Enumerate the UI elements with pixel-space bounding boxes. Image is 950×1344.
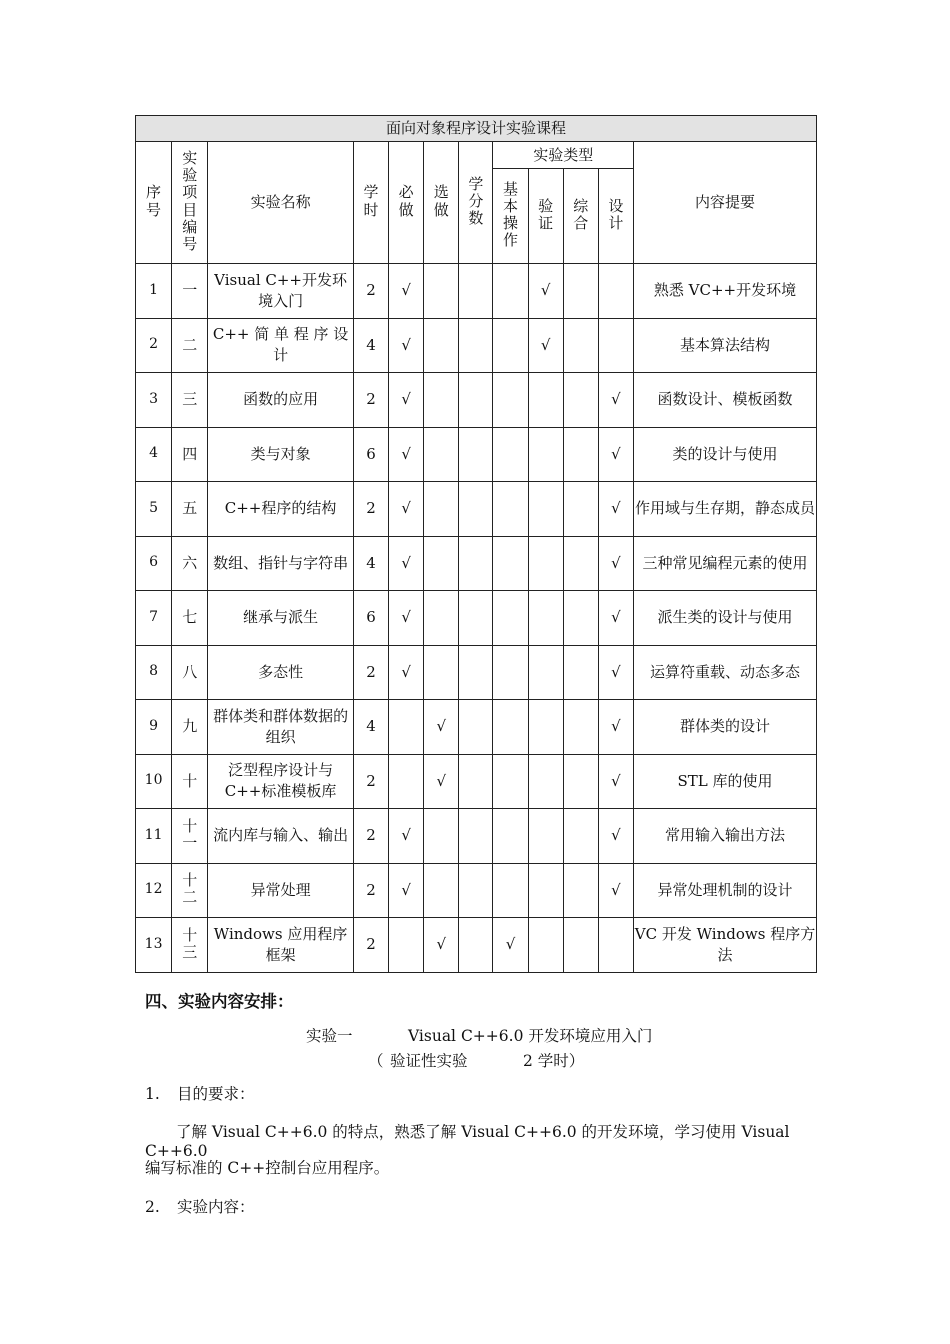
cell-credits [459, 645, 493, 700]
cell-optional [424, 264, 459, 319]
cell-credits [459, 809, 493, 864]
cell-optional [424, 809, 459, 864]
cell-type-verify [528, 373, 563, 428]
paragraph-line-1: 了解 Visual C++6.0 的特点，熟悉了解 Visual C++6.0 的开发环境，学习使用 Visual C++6.0 [145, 1123, 790, 1160]
cell-required: √ [389, 863, 424, 918]
cell-seq: 6 [136, 536, 172, 591]
cell-required: √ [389, 809, 424, 864]
header-type-group: 实验类型 [493, 142, 634, 169]
cell-credits [459, 754, 493, 809]
cell-code: 十一 [172, 809, 208, 864]
cell-hours: 2 [353, 264, 388, 319]
cell-seq: 8 [136, 645, 172, 700]
table-row [136, 373, 817, 428]
cell-type-comprehensive [563, 427, 598, 482]
cell-name: Windows 应用程序框架 [208, 918, 354, 973]
cell-type-basic [493, 754, 528, 809]
cell-required: √ [389, 318, 424, 373]
cell-required [389, 700, 424, 755]
cell-required [389, 918, 424, 973]
cell-hours: 6 [353, 427, 388, 482]
cell-optional [424, 863, 459, 918]
cell-name: 函数的应用 [208, 373, 354, 428]
cell-summary: 常用输入输出方法 [634, 809, 817, 864]
cell-type-design: √ [598, 427, 633, 482]
experiment-type: 验证性实验 [390, 1052, 468, 1070]
item-label: 目的要求： [177, 1085, 255, 1103]
cell-type-basic [493, 645, 528, 700]
table-row [136, 700, 817, 755]
experiment-hours: 2 学时） [523, 1052, 585, 1070]
cell-code: 八 [172, 645, 208, 700]
item-content [145, 1195, 255, 1217]
cell-type-basic: √ [493, 918, 528, 973]
cell-code: 十三 [172, 918, 208, 973]
header-type-design: 设计 [598, 169, 633, 264]
cell-type-basic [493, 809, 528, 864]
cell-type-design: √ [598, 591, 633, 646]
cell-hours: 2 [353, 482, 388, 537]
course-table [135, 115, 817, 973]
table-row [136, 536, 817, 591]
cell-seq: 2 [136, 318, 172, 373]
cell-type-verify: √ [528, 318, 563, 373]
cell-type-basic [493, 591, 528, 646]
cell-code: 一 [172, 264, 208, 319]
table-row [136, 809, 817, 864]
cell-name: 流内库与输入、输出 [208, 809, 354, 864]
cell-name: Visual C++开发环境入门 [208, 264, 354, 319]
cell-code: 七 [172, 591, 208, 646]
header-hours: 学时 [353, 142, 388, 264]
cell-type-comprehensive [563, 809, 598, 864]
cell-code: 四 [172, 427, 208, 482]
cell-seq: 12 [136, 863, 172, 918]
cell-hours: 2 [353, 645, 388, 700]
cell-required: √ [389, 373, 424, 428]
cell-seq: 3 [136, 373, 172, 428]
cell-type-basic [493, 863, 528, 918]
item-label: 实验内容： [177, 1198, 255, 1216]
cell-type-verify [528, 863, 563, 918]
cell-type-design: √ [598, 754, 633, 809]
cell-type-verify [528, 754, 563, 809]
cell-type-comprehensive [563, 318, 598, 373]
cell-seq: 5 [136, 482, 172, 537]
cell-type-basic [493, 482, 528, 537]
cell-required: √ [389, 536, 424, 591]
cell-name: 多态性 [208, 645, 354, 700]
cell-required: √ [389, 264, 424, 319]
cell-type-comprehensive [563, 373, 598, 428]
cell-seq: 1 [136, 264, 172, 319]
cell-summary: 三种常见编程元素的使用 [634, 536, 817, 591]
header-credits: 学分数 [459, 142, 493, 264]
cell-credits [459, 482, 493, 537]
cell-type-comprehensive [563, 591, 598, 646]
cell-required: √ [389, 427, 424, 482]
table-title: 面向对象程序设计实验课程 [136, 116, 817, 142]
header-name: 实验名称 [208, 142, 354, 264]
table-row [136, 482, 817, 537]
cell-credits [459, 863, 493, 918]
cell-type-verify [528, 427, 563, 482]
cell-summary: 运算符重载、动态多态 [634, 645, 817, 700]
cell-name: C++程序的结构 [208, 482, 354, 537]
item-number: 1. [145, 1085, 160, 1103]
cell-credits [459, 918, 493, 973]
cell-seq: 4 [136, 427, 172, 482]
cell-type-design: √ [598, 809, 633, 864]
cell-type-verify [528, 700, 563, 755]
table-body [136, 264, 817, 973]
cell-credits [459, 591, 493, 646]
cell-optional [424, 482, 459, 537]
cell-type-design: √ [598, 482, 633, 537]
cell-type-basic [493, 373, 528, 428]
cell-summary: VC 开发 Windows 程序方法 [634, 918, 817, 973]
cell-type-verify [528, 645, 563, 700]
cell-type-basic [493, 427, 528, 482]
cell-name: 群体类和群体数据的组织 [208, 700, 354, 755]
cell-hours: 4 [353, 700, 388, 755]
cell-type-design [598, 318, 633, 373]
header-type-verify: 验证 [528, 169, 563, 264]
cell-type-basic [493, 318, 528, 373]
experiment-name: Visual C++6.0 开发环境应用入门 [408, 1027, 653, 1045]
cell-hours: 2 [353, 809, 388, 864]
item-number: 2. [145, 1198, 160, 1216]
cell-code: 六 [172, 536, 208, 591]
cell-summary: 作用域与生存期，静态成员 [634, 482, 817, 537]
cell-hours: 4 [353, 536, 388, 591]
cell-code: 三 [172, 373, 208, 428]
cell-type-design: √ [598, 373, 633, 428]
table-row [136, 754, 817, 809]
cell-hours: 2 [353, 918, 388, 973]
cell-code: 二 [172, 318, 208, 373]
cell-optional [424, 318, 459, 373]
cell-name: 异常处理 [208, 863, 354, 918]
cell-type-comprehensive [563, 918, 598, 973]
table-row [136, 918, 817, 973]
cell-hours: 2 [353, 373, 388, 428]
cell-credits [459, 264, 493, 319]
cell-summary: 异常处理机制的设计 [634, 863, 817, 918]
cell-required: √ [389, 591, 424, 646]
cell-summary: 函数设计、模板函数 [634, 373, 817, 428]
cell-summary: 派生类的设计与使用 [634, 591, 817, 646]
item-purpose [145, 1082, 255, 1104]
paragraph-line-2: 编写标准的 C++控制台应用程序。 [145, 1159, 390, 1177]
header-required: 必做 [389, 142, 424, 264]
cell-name: 类与对象 [208, 427, 354, 482]
cell-summary: 基本算法结构 [634, 318, 817, 373]
cell-code: 十 [172, 754, 208, 809]
cell-hours: 2 [353, 863, 388, 918]
cell-name: 继承与派生 [208, 591, 354, 646]
section-title: 四、实验内容安排： [145, 992, 294, 1011]
cell-optional [424, 373, 459, 428]
cell-name: 数组、指针与字符串 [208, 536, 354, 591]
cell-credits [459, 318, 493, 373]
cell-type-design [598, 264, 633, 319]
cell-type-basic [493, 700, 528, 755]
table-row [136, 645, 817, 700]
cell-credits [459, 427, 493, 482]
cell-seq: 13 [136, 918, 172, 973]
cell-type-verify [528, 809, 563, 864]
experiment-label: 实验一 [306, 1027, 353, 1045]
cell-hours: 2 [353, 754, 388, 809]
cell-type-design: √ [598, 700, 633, 755]
cell-seq: 7 [136, 591, 172, 646]
cell-code: 十二 [172, 863, 208, 918]
cell-optional [424, 427, 459, 482]
cell-type-comprehensive [563, 700, 598, 755]
cell-code: 九 [172, 700, 208, 755]
cell-type-verify: √ [528, 264, 563, 319]
header-summary: 内容提要 [634, 142, 817, 264]
header-seq: 序号 [136, 142, 172, 264]
cell-credits [459, 536, 493, 591]
cell-optional [424, 645, 459, 700]
cell-hours: 4 [353, 318, 388, 373]
cell-type-design: √ [598, 863, 633, 918]
cell-type-comprehensive [563, 863, 598, 918]
cell-summary: 群体类的设计 [634, 700, 817, 755]
cell-summary: 类的设计与使用 [634, 427, 817, 482]
cell-type-comprehensive [563, 754, 598, 809]
cell-optional: √ [424, 754, 459, 809]
cell-type-design: √ [598, 536, 633, 591]
table-row [136, 427, 817, 482]
header-type-basic: 基本操作 [493, 169, 528, 264]
cell-seq: 9 [136, 700, 172, 755]
cell-optional: √ [424, 700, 459, 755]
cell-required: √ [389, 645, 424, 700]
experiment-sub-open: （ [368, 1052, 384, 1070]
cell-hours: 6 [353, 591, 388, 646]
cell-type-verify [528, 482, 563, 537]
cell-type-comprehensive [563, 645, 598, 700]
cell-type-verify [528, 918, 563, 973]
cell-type-design: √ [598, 645, 633, 700]
cell-optional [424, 591, 459, 646]
cell-type-basic [493, 536, 528, 591]
cell-type-basic [493, 264, 528, 319]
cell-summary: 熟悉 VC++开发环境 [634, 264, 817, 319]
table-row [136, 863, 817, 918]
cell-name: 泛型程序设计与 C++标准模板库 [208, 754, 354, 809]
cell-summary: STL 库的使用 [634, 754, 817, 809]
cell-credits [459, 373, 493, 428]
header-type-comprehensive: 综合 [563, 169, 598, 264]
cell-type-verify [528, 591, 563, 646]
cell-type-design [598, 918, 633, 973]
cell-type-comprehensive [563, 264, 598, 319]
table-row [136, 264, 817, 319]
cell-code: 五 [172, 482, 208, 537]
cell-optional [424, 536, 459, 591]
header-optional: 选做 [424, 142, 459, 264]
table-row [136, 591, 817, 646]
cell-required [389, 754, 424, 809]
table-row [136, 318, 817, 373]
cell-type-verify [528, 536, 563, 591]
header-code: 实验项目编号 [172, 142, 208, 264]
cell-required: √ [389, 482, 424, 537]
cell-seq: 10 [136, 754, 172, 809]
cell-type-comprehensive [563, 536, 598, 591]
cell-seq: 11 [136, 809, 172, 864]
cell-credits [459, 700, 493, 755]
cell-name: C++ 简 单 程 序 设 计 [208, 318, 354, 373]
cell-optional: √ [424, 918, 459, 973]
cell-type-comprehensive [563, 482, 598, 537]
